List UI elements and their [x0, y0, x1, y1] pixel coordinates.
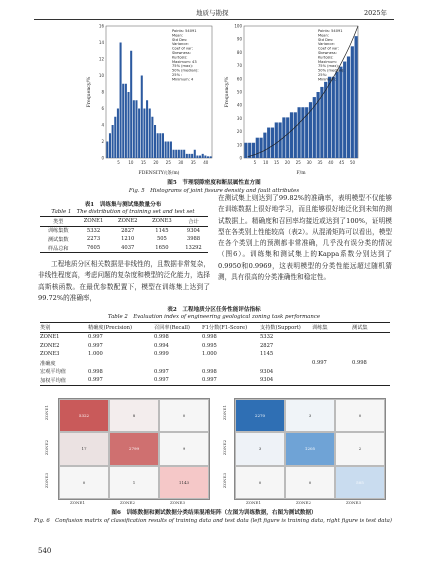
x-tick-label: 30 — [178, 160, 184, 165]
y-tick-label: 2 — [101, 139, 104, 144]
histogram-bar — [170, 142, 172, 159]
confusion-matrix-test — [234, 398, 384, 498]
stats-line: Kurtosis: — [318, 55, 334, 60]
table-row — [40, 367, 390, 376]
table-cell — [312, 367, 352, 376]
y-tick-label: 0 — [239, 155, 242, 161]
table-row — [40, 244, 208, 253]
table-cell: 2827 — [260, 342, 274, 349]
table-cell: 宏观平均值 — [40, 369, 66, 376]
histogram-bar — [271, 128, 274, 158]
stats-line: Maximum: — [318, 59, 337, 64]
table-cell: 0.997 — [154, 368, 169, 375]
histogram-bar — [178, 150, 180, 158]
table2 — [40, 322, 390, 386]
histogram-bar — [351, 46, 354, 158]
table2-header-cell: F1分数(F1-Score) — [202, 324, 248, 331]
table1-header-cell: ZONE3 — [152, 218, 172, 225]
histogram-bar — [106, 142, 108, 159]
histogram-bar — [133, 100, 135, 158]
table-cell: 1.000 — [88, 351, 103, 358]
histogram-bar — [146, 100, 148, 158]
histogram-bar — [183, 150, 185, 158]
table-cell: 0.997 — [154, 377, 169, 384]
table2-header-cell: 精确度(Precision) — [88, 324, 133, 331]
fig6-caption-cn: 图6 训练数据和测试数据分类结果混淆矩阵（左图为训练数据，右图为测试数据） — [111, 510, 317, 516]
fig5-caption-en: Fig. 5 Histograms of joint fissure density and fault attributes — [128, 188, 300, 194]
histogram-bar — [332, 77, 335, 158]
table-row — [40, 341, 390, 350]
table-cell: 1145 — [260, 351, 274, 358]
histogram-bar — [204, 156, 206, 158]
stats-line: Skewness: — [318, 51, 337, 55]
histogram-bar — [244, 143, 247, 158]
x-tick-label: 45 — [339, 160, 345, 165]
table-cell — [312, 350, 352, 359]
fault-histogram — [222, 22, 362, 178]
stats-line: Coef of var: — [318, 46, 339, 51]
table-cell: 测试集数 — [47, 236, 69, 243]
histogram-bar — [199, 156, 201, 158]
table-row — [40, 376, 390, 385]
table2-caption-en: Table 2 Evaluation index of engineering geological zoning task performance — [107, 314, 321, 320]
table-cell: 9304 — [260, 368, 274, 375]
histogram-bar — [112, 125, 114, 158]
table-cell: 训练集数 — [47, 228, 69, 235]
table-cell — [312, 341, 352, 350]
y-tick-label: 50 — [236, 89, 242, 95]
y-tick-label: 80 — [236, 49, 242, 55]
histogram-bar — [260, 138, 263, 158]
histogram-bar — [157, 133, 159, 158]
table1-header-cell: 类型 — [53, 218, 64, 225]
table2-header-cell: 类别 — [40, 324, 51, 331]
histogram-bar — [207, 156, 209, 158]
matrix-cell: 1 — [109, 466, 159, 499]
fdensity-histogram — [84, 22, 216, 178]
table1-header-cell: ZONE1 — [83, 218, 104, 225]
table-cell — [352, 332, 390, 341]
fig6-caption-en: Fig. 6 Confusion matrix of classification results of training data and test data (left figure is training data, right figure is test data) — [34, 518, 393, 524]
table-cell: 5332 — [86, 227, 101, 234]
y-tick-label: 0 — [101, 155, 104, 161]
matrix-cell: 0 — [59, 466, 109, 499]
table1 — [40, 216, 208, 253]
cm-left-ylabel-3: ZONE3 — [44, 472, 49, 488]
y-tick-label: 70 — [236, 63, 242, 69]
stats-line: Points: 54091 — [172, 29, 197, 33]
histogram-bar — [154, 125, 156, 158]
table-cell: 1650 — [155, 245, 169, 252]
histogram-bar — [317, 92, 320, 158]
table-cell: ZONE3 — [40, 351, 60, 358]
table-cell: 0.997 — [312, 360, 327, 367]
table-cell: 2273 — [86, 236, 101, 243]
table-cell — [260, 359, 312, 368]
table-cell: 9304 — [186, 227, 201, 234]
journal-name: 地质与勘探 — [196, 9, 229, 17]
histogram-bar — [336, 72, 339, 158]
x-tick-label: 50 — [350, 160, 356, 165]
histogram-bar — [138, 109, 140, 159]
histogram-bar — [275, 122, 278, 158]
table1-header-cell: 合计 — [188, 218, 199, 225]
x-tick-label: 15 — [140, 160, 146, 165]
table-cell: 0.998 — [88, 368, 103, 375]
table-cell — [312, 332, 352, 341]
table-cell: 0.997 — [88, 342, 103, 349]
stats-line: Mean: — [172, 33, 184, 38]
matrix-cell: 2 — [335, 432, 385, 465]
stats-line: Minimum: — [318, 77, 336, 82]
matrix-cell: 1205 — [285, 432, 335, 465]
table-cell: 准确度 — [40, 360, 56, 367]
y-tick-label: 20 — [236, 129, 242, 135]
stats-line: Kurtosis: — [172, 55, 188, 60]
x-tick-label: 10 — [128, 160, 134, 165]
table-cell: ZONE1 — [40, 334, 60, 341]
stats-line: 25% : — [172, 73, 183, 77]
histogram-bar — [109, 133, 111, 158]
histogram-bar — [339, 67, 342, 158]
histogram-bar — [301, 107, 304, 158]
cm-left-ylabel-2: ZONE2 — [44, 439, 49, 455]
x-tick-label: 15 — [274, 160, 280, 165]
stats-line: Variance: — [318, 42, 335, 47]
y-tick-label: 16 — [98, 23, 104, 29]
table-cell: 0.995 — [202, 342, 217, 349]
matrix-cell: 3 — [235, 432, 285, 465]
matrix-cell: 0 — [335, 399, 385, 432]
stats-line: Variance: — [172, 42, 189, 47]
x-tick-label: 25 — [165, 160, 171, 165]
x-axis-label: F/m — [296, 171, 306, 176]
matrix-cell: 0 — [285, 466, 335, 499]
y-axis-label: Frequency/% — [87, 76, 92, 108]
histogram-bar — [202, 154, 204, 158]
cm-left-ylabel-1: ZONE1 — [44, 404, 49, 420]
table-cell — [352, 367, 390, 376]
stats-line: Skewness: — [172, 51, 191, 55]
histogram-bar — [188, 154, 190, 158]
table-cell — [352, 350, 390, 359]
table-cell: 3988 — [186, 236, 201, 243]
stats-line: Minimum: 4 — [172, 77, 194, 82]
cm-right-ylabel-2: ZONE2 — [222, 439, 227, 455]
table-cell — [352, 341, 390, 350]
y-tick-label: 14 — [98, 40, 104, 45]
table1-header-cell: ZONE2 — [117, 218, 138, 225]
table1-header-row — [40, 217, 208, 227]
matrix-cell: 1143 — [159, 466, 209, 499]
histogram-bar — [149, 109, 151, 159]
table2-header-cell: 召回率(Recall) — [154, 324, 190, 331]
matrix-cell: 17 — [59, 432, 109, 465]
histogram-bar — [196, 156, 198, 158]
histogram-bar — [130, 51, 132, 158]
table2-header-cell: 支持数(Support) — [260, 324, 301, 331]
stats-line: Std Dev: — [318, 37, 334, 42]
matrix-cell: 8 — [109, 399, 159, 432]
table-cell: 505 — [156, 236, 167, 243]
table-row — [40, 350, 390, 359]
table-cell — [202, 359, 260, 368]
table-cell: 5332 — [260, 334, 274, 341]
header-rule — [34, 19, 394, 20]
table-cell: 0.994 — [154, 342, 169, 349]
cm-right-xlabel-3: ZONE3 — [346, 500, 362, 505]
histogram-bar — [194, 150, 196, 158]
x-tick-label: 5 — [253, 160, 257, 165]
cm-right-xlabel-1: ZONE1 — [246, 500, 262, 505]
stats-line: Coef of var: — [172, 46, 193, 51]
histogram-bar — [210, 156, 212, 158]
matrix-cell: 0 — [159, 399, 209, 432]
table-row — [40, 226, 208, 235]
y-tick-label: 90 — [236, 36, 242, 42]
matrix-cell: 9 — [159, 432, 209, 465]
x-tick-label: 20 — [284, 160, 290, 165]
stats-line: 25%: — [318, 73, 328, 77]
table-cell: 0.998 — [154, 334, 169, 341]
paragraph: 工程地质分区相关数据是非线性的，且数据非常复杂，非线性程度高，考虑问题的复杂度和模型的泛化能力，选择高斯核函数。在最优参数配置下，模型在训练集上达到了99.72%的准确率， — [38, 260, 210, 302]
matrix-cell: 3 — [285, 399, 335, 432]
histogram-bar — [294, 112, 297, 158]
cm-left-xlabel-3: ZONE3 — [170, 500, 186, 505]
table-cell: 1210 — [121, 236, 135, 243]
x-tick-label: 10 — [263, 160, 269, 165]
table-cell: 7605 — [86, 245, 101, 252]
table-cell: 0.997 — [88, 334, 103, 341]
x-tick-label: 30 — [306, 160, 312, 165]
x-tick-label: 40 — [203, 160, 209, 165]
matrix-cell: 505 — [335, 466, 385, 499]
table2-caption-cn: 表2 工程地质分区任务性能评估指标 — [167, 307, 261, 313]
confusion-matrix-training — [58, 398, 208, 498]
cm-right-xlabel-2: ZONE2 — [296, 500, 312, 505]
table-cell: 0.997 — [202, 377, 217, 384]
table-cell: 4037 — [121, 245, 135, 252]
x-tick-label: 20 — [153, 160, 159, 165]
histogram-bar — [267, 128, 270, 158]
histogram-bar — [141, 76, 143, 159]
y-tick-label: 10 — [236, 142, 242, 148]
x-tick-label: 5 — [117, 160, 120, 165]
table-cell: 0.998 — [352, 360, 367, 367]
table-cell: 样品总和 — [47, 245, 69, 252]
histogram-bar — [122, 84, 124, 158]
stats-line: 50% (median): — [318, 68, 345, 73]
histogram-bar — [159, 133, 161, 158]
x-axis-label: FDENSITY/(条/m) — [138, 171, 180, 176]
matrix-cell: 0 — [235, 466, 285, 499]
confusion-matrix-grid — [234, 398, 386, 500]
table-cell: 0.997 — [88, 377, 103, 384]
histogram-bar — [263, 133, 266, 158]
histogram-bar — [125, 84, 127, 158]
paragraph: 在测试集上则达到了99.82%的准确率，表明模型不仅能够在训练数据上很好地学习，而且能够很好地泛化到未知的测试数据上。精确度和召回率均接近或达到了100%，证明模型在各类别上性能较高（表2）。从混淆矩阵可以看出，模型在各个类别上的预测都非常准确，几乎没有误分类的情况（图6）。训练集和测试集上的Kappa系数分别达到了0.9950和0.9969，这表明模型的分类性能远超过随机猜测，具有很高的分类准确性和稳定性。 — [218, 194, 392, 282]
page-number: 540 — [38, 547, 52, 555]
table-cell: 加权平均值 — [40, 377, 66, 384]
table2-header-cell: 训练集 — [312, 324, 328, 331]
histogram-bar — [256, 138, 259, 158]
y-tick-label: 60 — [236, 76, 242, 82]
cm-left-xlabel-2: ZONE2 — [120, 500, 136, 505]
table-cell: 0.998 — [202, 334, 217, 341]
stats-line: 50% (median): — [172, 68, 199, 73]
stats-line: Std Dev: — [172, 37, 188, 42]
y-tick-label: 8 — [101, 89, 104, 95]
table-cell — [88, 359, 154, 368]
x-tick-label: 35 — [317, 160, 323, 165]
histogram-bar — [165, 142, 167, 159]
table-row — [40, 332, 390, 341]
histogram-bar — [135, 100, 137, 158]
table2-header-cell: 测试集 — [352, 324, 368, 331]
histogram-bar — [286, 117, 289, 158]
table-row — [40, 235, 208, 244]
cm-right-ylabel-3: ZONE3 — [222, 472, 227, 488]
table1-caption-en: Table 1 The distribution of training set and test set — [51, 209, 195, 215]
histogram-bar — [117, 109, 119, 159]
histogram-bar — [128, 92, 130, 158]
histogram-bar — [143, 109, 145, 159]
table-cell: 0.999 — [154, 351, 169, 358]
y-tick-label: 100 — [234, 23, 242, 29]
x-tick-label: 40 — [328, 160, 334, 165]
histogram-bar — [343, 62, 346, 158]
stats-line: Points: 54091 — [318, 29, 343, 33]
stats-line: 75% (max): — [318, 64, 339, 69]
confusion-matrix-grid — [58, 398, 210, 500]
y-tick-label: 30 — [236, 115, 242, 121]
histogram-bar — [162, 133, 164, 158]
histogram-bar — [151, 117, 153, 158]
body-text-left — [38, 259, 210, 304]
histogram-bar — [175, 150, 177, 158]
body-text-right — [218, 193, 392, 283]
fig5-caption-cn: 图5 节理裂隙密度和断层属性直方图 — [167, 180, 261, 186]
table-cell — [312, 376, 352, 385]
matrix-cell: 2799 — [109, 432, 159, 465]
table-cell: 2827 — [121, 227, 135, 234]
y-tick-label: 12 — [98, 56, 104, 62]
plot-frame — [106, 26, 212, 158]
table-row — [40, 359, 390, 368]
table-cell: 1.000 — [202, 351, 217, 358]
table-cell: 13292 — [185, 245, 202, 252]
histogram-bar — [191, 154, 193, 158]
table-cell: ZONE2 — [40, 342, 60, 349]
x-tick-label: 25 — [295, 160, 301, 165]
y-tick-label: 40 — [236, 102, 242, 108]
cm-left-xlabel-1: ZONE1 — [70, 500, 86, 505]
cm-right-ylabel-1: ZONE1 — [222, 404, 227, 420]
matrix-cell: 2270 — [235, 399, 285, 432]
matrix-cell: 5322 — [59, 399, 109, 432]
y-tick-label: 10 — [98, 73, 104, 78]
histogram-bar — [181, 150, 183, 158]
histogram-bar — [298, 107, 301, 158]
table-cell — [154, 359, 202, 368]
histogram-bar — [328, 77, 331, 158]
y-axis-label: Frequency/% — [225, 76, 230, 108]
table1-caption-cn: 表1 训练集与测试集数量分布 — [84, 202, 162, 208]
stats-line: 75% (max): — [172, 64, 193, 69]
table-cell: 0.998 — [202, 368, 217, 375]
stats-line: Mean: — [318, 33, 330, 38]
table-cell: 1145 — [155, 227, 169, 234]
histogram-bar — [324, 82, 327, 158]
table-cell — [352, 376, 390, 385]
histogram-bar — [347, 56, 350, 158]
table-cell: 9304 — [260, 377, 274, 384]
histogram-bar — [114, 117, 116, 158]
table2-header-row — [40, 323, 390, 333]
x-tick-label: 35 — [190, 160, 196, 165]
histogram-bar — [355, 36, 358, 158]
histogram-bar — [186, 154, 188, 158]
stats-line: Maximum: 43 — [172, 59, 197, 64]
histogram-bar — [173, 150, 175, 158]
histogram-bar — [120, 43, 122, 159]
histogram-bar — [290, 112, 293, 158]
journal-year: 2025年 — [364, 9, 388, 17]
y-tick-label: 4 — [101, 122, 104, 128]
histogram-bar — [167, 142, 169, 159]
y-tick-label: 6 — [101, 106, 104, 111]
